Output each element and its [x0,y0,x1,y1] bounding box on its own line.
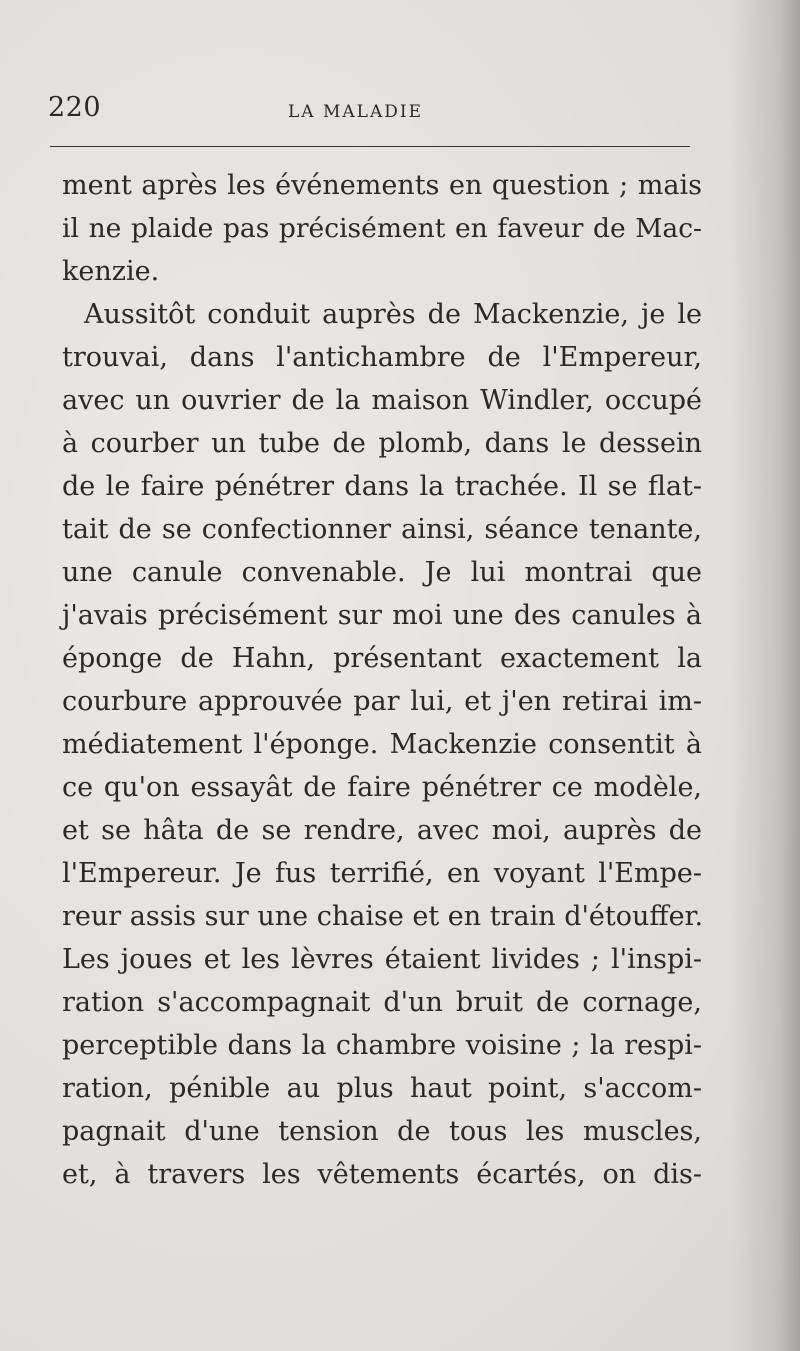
text-line: j'avais précisément sur moi une des canules à [62,600,702,631]
text-line: ment après les événements en question ; mais [62,170,702,201]
text-line: Les joues et les lèvres étaient livides ; l'inspi- [62,944,702,975]
text-line: à courber un tube de plomb, dans le dessein [62,428,702,459]
text-line: kenzie. [62,256,160,287]
text-line: éponge de Hahn, présentant exactement la [62,643,702,674]
text-line: une canule convenable. Je lui montrai que [62,557,702,588]
text-line: avec un ouvrier de la maison Windler, occupé [62,385,702,416]
text-line: courbure approuvée par lui, et j'en retirai im- [62,686,702,717]
text-line: et se hâta de se rendre, avec moi, auprès de [62,815,702,846]
text-line: médiatement l'éponge. Mackenzie consentit à [62,729,702,760]
page-edge-shadow [730,0,800,1351]
text-line: Aussitôt conduit auprès de Mackenzie, je le [84,299,702,330]
text-line: tait de se confectionner ainsi, séance tenante, [62,514,702,545]
text-line: ration, pénible au plus haut point, s'accom- [62,1073,702,1104]
running-title: LA MALADIE [288,102,423,122]
text-line: il ne plaide pas précisément en faveur de Mac- [62,213,702,244]
text-line: ration s'accompagnait d'un bruit de cornage, [62,987,702,1018]
header-rule [50,146,690,147]
text-line: ce qu'on essayât de faire pénétrer ce modèle, [62,772,702,803]
text-line: de le faire pénétrer dans la trachée. Il se flat- [62,471,702,502]
text-line: trouvai, dans l'antichambre de l'Empereur, [62,342,702,373]
running-header [48,92,694,132]
text-line: pagnait d'une tension de tous les muscles, [62,1116,702,1147]
text-line: et, à travers les vêtements écartés, on dis- [62,1159,702,1190]
text-line: reur assis sur une chaise et en train d'étouffer. [62,901,704,932]
body-text [62,164,702,1196]
text-line: perceptible dans la chambre voisine ; la respi- [62,1030,702,1061]
text-line: l'Empereur. Je fus terrifié, en voyant l'Empe- [62,858,702,889]
page-number: 220 [48,92,102,123]
